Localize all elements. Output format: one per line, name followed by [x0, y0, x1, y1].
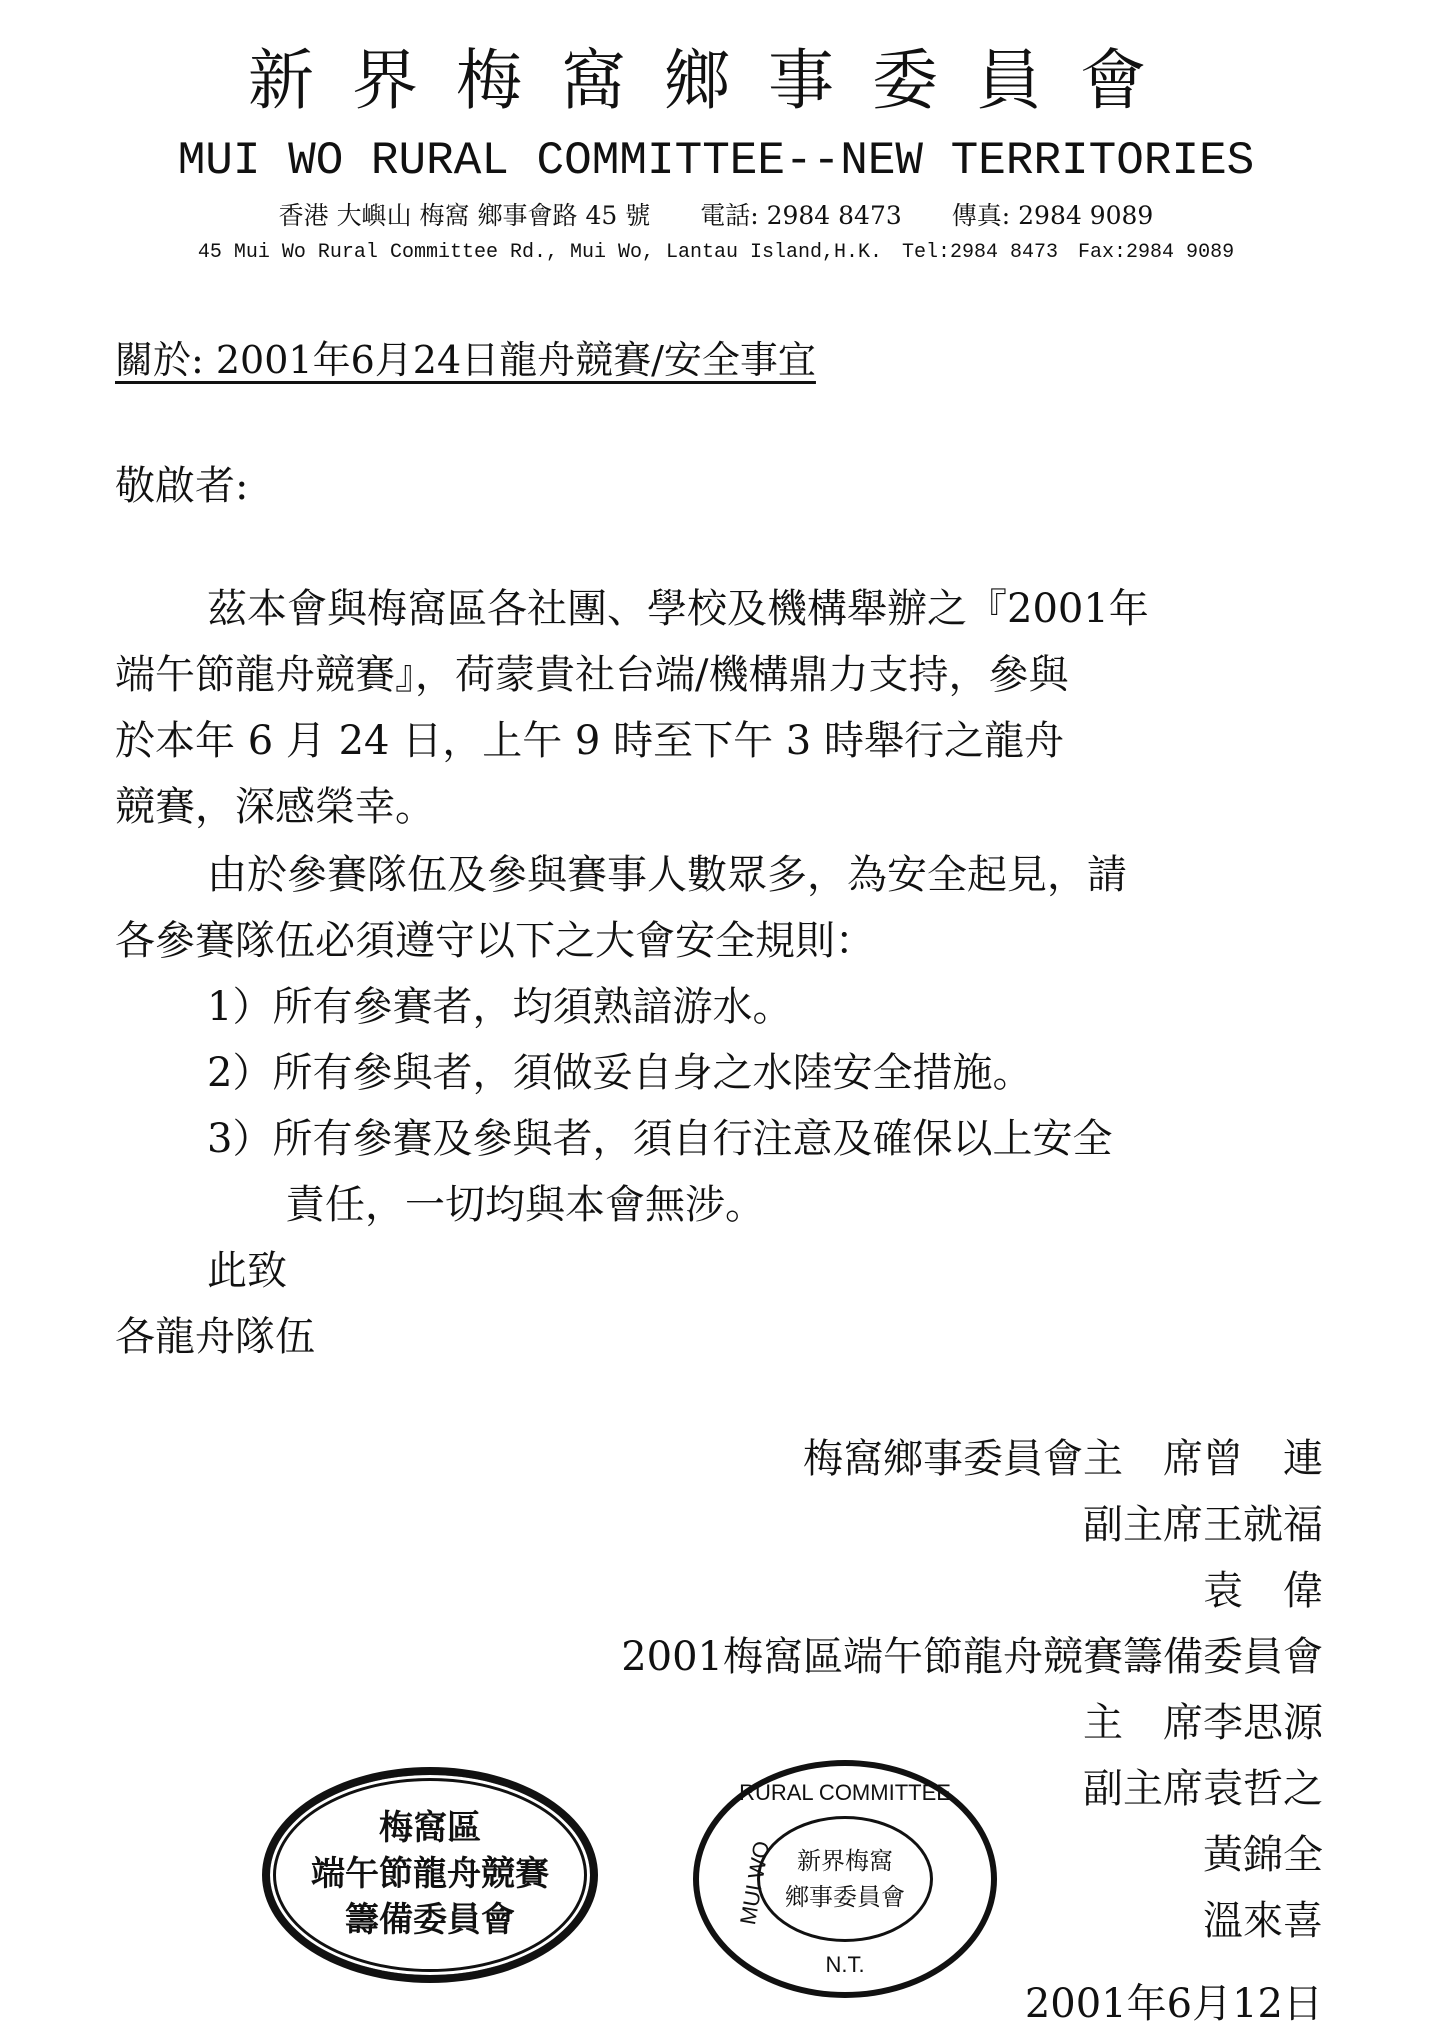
seal-text: 籌備委員會	[345, 1899, 515, 1940]
paragraph1-line3: 於本年 6 月 24 日，上午 9 時至下午 3 時舉行之龍舟	[115, 718, 1064, 764]
paragraph2-line1: 由於參賽隊伍及參與賽事人數眾多，為安全起見，請	[207, 852, 1127, 898]
rule-3: 3）所有參賽及參與者，須自行注意及確保以上安全	[207, 1116, 1113, 1162]
rule-1: 1）所有參賽者，均須熟諳游水。	[207, 984, 793, 1030]
letterhead-address-cn: 香港 大嶼山 梅窩 鄉事會路 45 號 電話: 2984 8473 傳真: 2984 9089	[278, 201, 1154, 230]
signatory-line: 溫來喜	[1203, 1898, 1323, 1944]
paragraph2-line2: 各參賽隊伍必須遵守以下之大會安全規則：	[115, 918, 875, 964]
paragraph1-line2: 端午節龍舟競賽』，荷蒙貴社台端/機構鼎力支持，參與	[115, 652, 1069, 698]
seal-text: 新界梅窩	[797, 1847, 893, 1875]
recipient: 各龍舟隊伍	[115, 1314, 315, 1360]
rural-committee-seal-stamp	[693, 1760, 997, 1998]
signatory-line: 袁 偉	[1203, 1568, 1323, 1614]
committee-seal-stamp	[262, 1767, 598, 1983]
letter-date: 2001年6月12日	[1024, 1981, 1323, 2027]
signatory-line: 副主席王就福	[1083, 1502, 1323, 1548]
seal-inner-ring	[757, 1816, 933, 1942]
seal-ring-text: N.T.	[825, 1952, 865, 1977]
letterhead-title-en: MUI WO RURAL COMMITTEE--NEW TERRITORIES	[177, 135, 1255, 187]
seal-text: 梅窩區	[379, 1808, 481, 1849]
letterhead-address-en: 45 Mui Wo Rural Committee Rd., Mui Wo, Lantau Island,H.K. Tel:2984 8473 Fax:2984 9089	[197, 241, 1235, 264]
closing: 此致	[207, 1248, 287, 1294]
seal-text: 鄉事委員會	[785, 1883, 905, 1911]
signatory-line: 副主席袁哲之	[1083, 1766, 1323, 1812]
subject-line: 關於: 2001年6月24日龍舟競賽/安全事宜	[115, 338, 816, 382]
seal-text: 端午節龍舟競賽	[311, 1854, 549, 1895]
signatory-line: 主 席李思源	[1083, 1700, 1323, 1746]
seal-ring-text: MUI WO	[735, 1839, 775, 1927]
rule-2: 2）所有參與者，須做妥自身之水陸安全措施。	[207, 1050, 1033, 1096]
letterhead-title-cn: 新界梅窩鄉事委員會	[248, 42, 1184, 119]
signatory-line: 黃錦全	[1203, 1832, 1323, 1878]
paragraph1-line1: 茲本會與梅窩區各社團、學校及機構舉辦之『2001年	[207, 586, 1149, 632]
signatory-line: 2001梅窩區端午節龍舟競賽籌備委員會	[621, 1634, 1323, 1680]
salutation: 敬啟者:	[115, 463, 249, 509]
signatory-line: 梅窩鄉事委員會主 席曾 連	[803, 1436, 1323, 1482]
seal-ring-text: RURAL COMMITTEE	[739, 1780, 951, 1805]
paragraph1-line4: 競賽，深感榮幸。	[115, 784, 435, 830]
rule-3-continuation: 責任，一切均與本會無涉。	[285, 1182, 765, 1228]
